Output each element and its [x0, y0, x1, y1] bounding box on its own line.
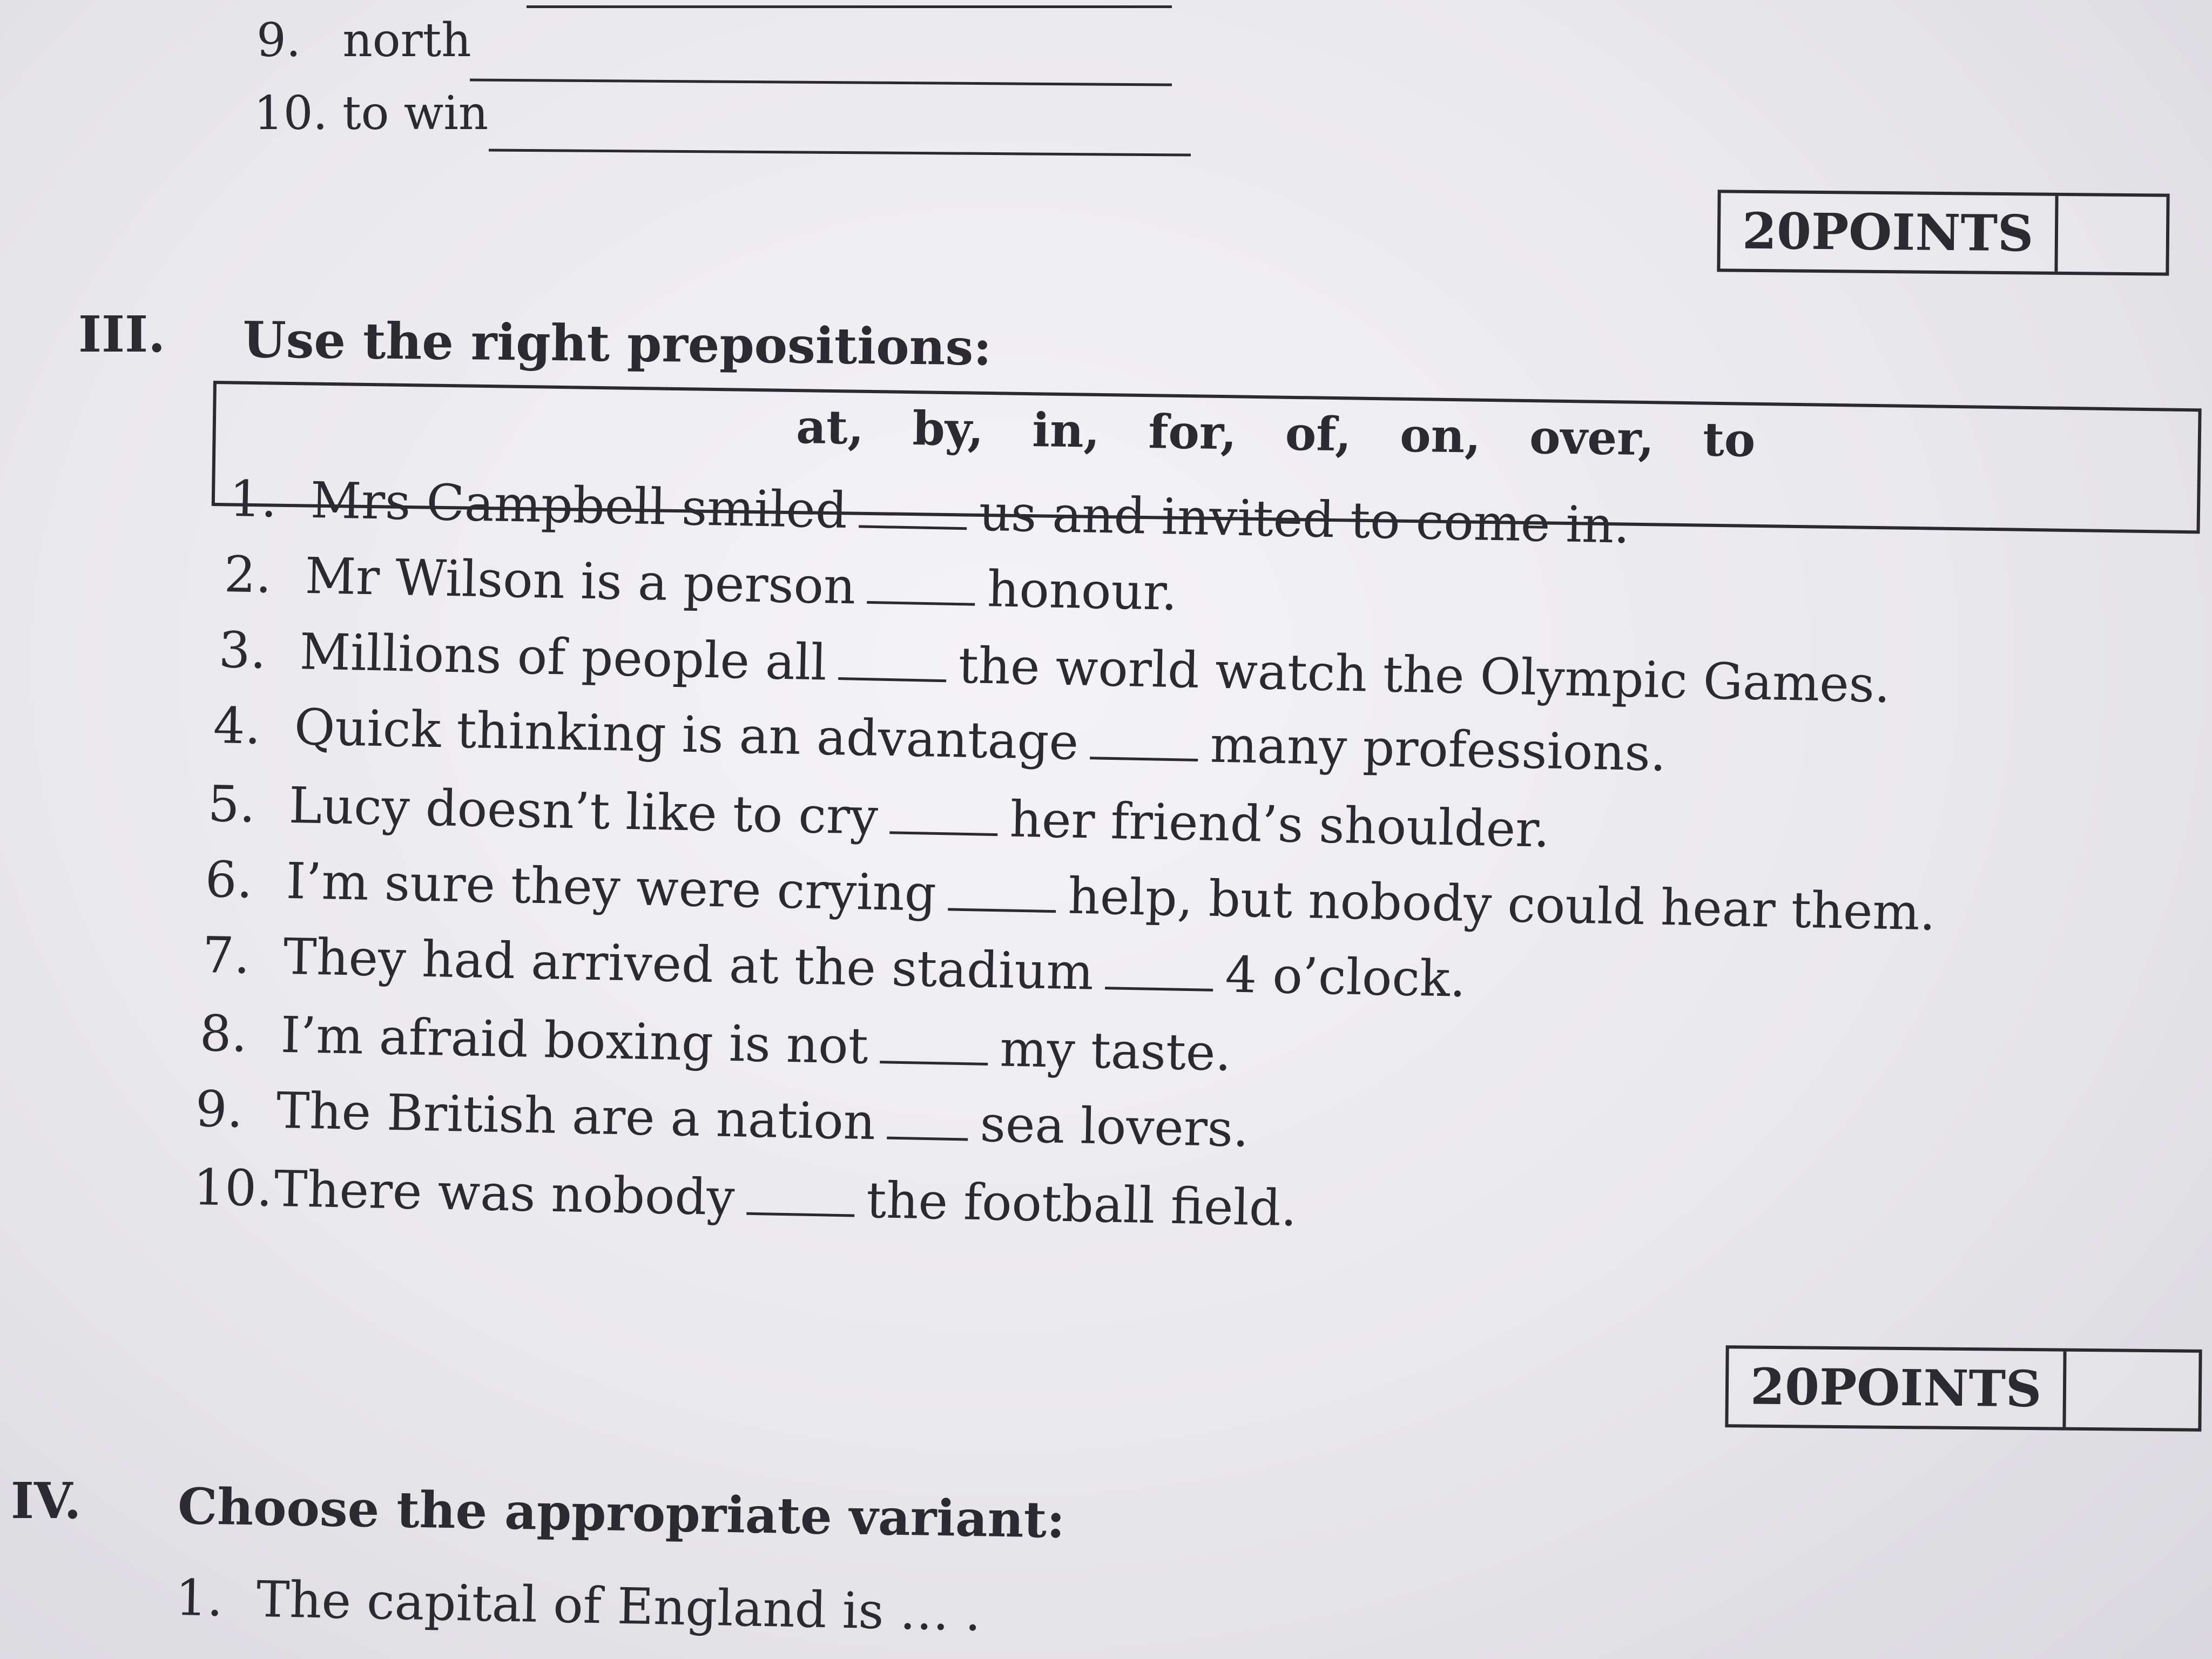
item-text-after: 4 o’clock.	[1224, 946, 1466, 1008]
section-title: Use the right prepositions:	[242, 311, 992, 377]
item-text-after: the football field.	[866, 1171, 1298, 1238]
answer-blank[interactable]	[948, 870, 1056, 913]
exercise-item-4	[213, 697, 1667, 783]
word-bank-item: in,	[1031, 403, 1101, 458]
exercise-item-9	[195, 1080, 1249, 1158]
prev-item-number: 9.	[257, 14, 301, 68]
item-text-after: my taste.	[999, 1020, 1232, 1082]
item-text-before: Quick thinking is an advantage	[293, 698, 1080, 771]
exercise-item-8	[199, 1004, 1232, 1082]
exercise-item-3	[218, 621, 1891, 714]
item-text-before: They had arrived at the stadium	[282, 927, 1094, 1001]
exercise-item-2	[224, 545, 1178, 622]
exercise-item-6	[205, 851, 1936, 941]
word-bank-item: for,	[1148, 404, 1237, 461]
answer-line-10[interactable]	[489, 149, 1191, 156]
points-score-cell[interactable]	[2058, 196, 2167, 273]
item-number: 6.	[204, 851, 253, 909]
answer-line-prev	[527, 5, 1172, 8]
item-text-before: I’m sure they were crying	[285, 852, 937, 922]
word-bank-item: by,	[912, 401, 984, 457]
answer-blank[interactable]	[859, 487, 967, 530]
item-number: 5.	[207, 775, 256, 834]
exercise-item-5	[207, 775, 1550, 859]
item-text-after: us and invited to come in.	[978, 484, 1630, 555]
answer-blank[interactable]	[838, 639, 947, 682]
word-bank-item: at,	[795, 400, 865, 455]
answer-blank[interactable]	[1105, 949, 1213, 992]
item-number: 4.	[212, 697, 261, 756]
points-score-cell[interactable]	[2066, 1352, 2199, 1428]
points-box-section4	[1725, 1345, 2202, 1432]
item-text-after: help, but nobody could hear them.	[1067, 867, 1936, 942]
answer-blank[interactable]	[887, 1099, 968, 1141]
word-bank-item: over,	[1529, 409, 1655, 467]
item-number: 1.	[174, 1569, 224, 1628]
word-bank-item: of,	[1285, 406, 1352, 462]
answer-line-9[interactable]	[470, 78, 1172, 86]
item-number: 9.	[194, 1080, 244, 1139]
word-bank-item: on,	[1399, 408, 1481, 464]
section-numeral: III.	[78, 305, 166, 363]
answer-blank[interactable]	[880, 1023, 988, 1065]
answer-blank[interactable]	[867, 563, 976, 606]
item-number: 1.	[228, 470, 278, 529]
word-bank-item: to	[1702, 412, 1756, 468]
item-number: 7.	[201, 926, 251, 985]
item-text-before: There was nobody	[273, 1159, 736, 1227]
answer-blank[interactable]	[1090, 719, 1198, 761]
prev-item-word: north	[342, 14, 471, 68]
prev-item-number: 10.	[254, 86, 328, 140]
item-text-after: her friend’s shoulder.	[1009, 790, 1550, 859]
item-text-before: Mr Wilson is a person	[304, 547, 857, 616]
answer-blank[interactable]	[746, 1175, 855, 1217]
exercise-item-1	[175, 1569, 981, 1642]
item-text-after: the world watch the Olympic Games.	[957, 636, 1891, 714]
answer-blank[interactable]	[889, 793, 998, 836]
prev-item-10	[254, 86, 488, 140]
points-box-section3	[1717, 190, 2169, 275]
item-number: 8.	[199, 1004, 248, 1063]
item-number: 2.	[223, 545, 272, 604]
item-text-before: I’m afraid boxing is not	[280, 1006, 869, 1075]
exercise-item-10	[193, 1158, 1297, 1237]
section-title: Choose the appropriate variant:	[177, 1477, 1065, 1549]
item-text-after: sea lovers.	[979, 1095, 1250, 1158]
item-text-after: many professions.	[1209, 716, 1667, 783]
item-text-before: The British are a nation	[275, 1081, 876, 1151]
item-text-after: honour.	[987, 560, 1178, 622]
points-label: 20POINTS	[1720, 193, 2059, 271]
points-label: 20POINTS	[1728, 1348, 2067, 1427]
item-text-before: Millions of people all	[299, 623, 827, 692]
item-number: 3.	[218, 621, 267, 680]
item-text-before: Mrs Campbell smiled	[309, 471, 848, 539]
item-text: The capital of England is … .	[255, 1570, 982, 1642]
item-number: 10.	[192, 1158, 273, 1218]
prev-item-word: to win	[342, 86, 489, 140]
prev-item-9	[257, 14, 471, 68]
section-numeral: IV.	[11, 1472, 82, 1530]
item-text-before: Lucy doesn’t like to cry	[288, 776, 879, 846]
exercise-item-7	[202, 926, 1466, 1008]
